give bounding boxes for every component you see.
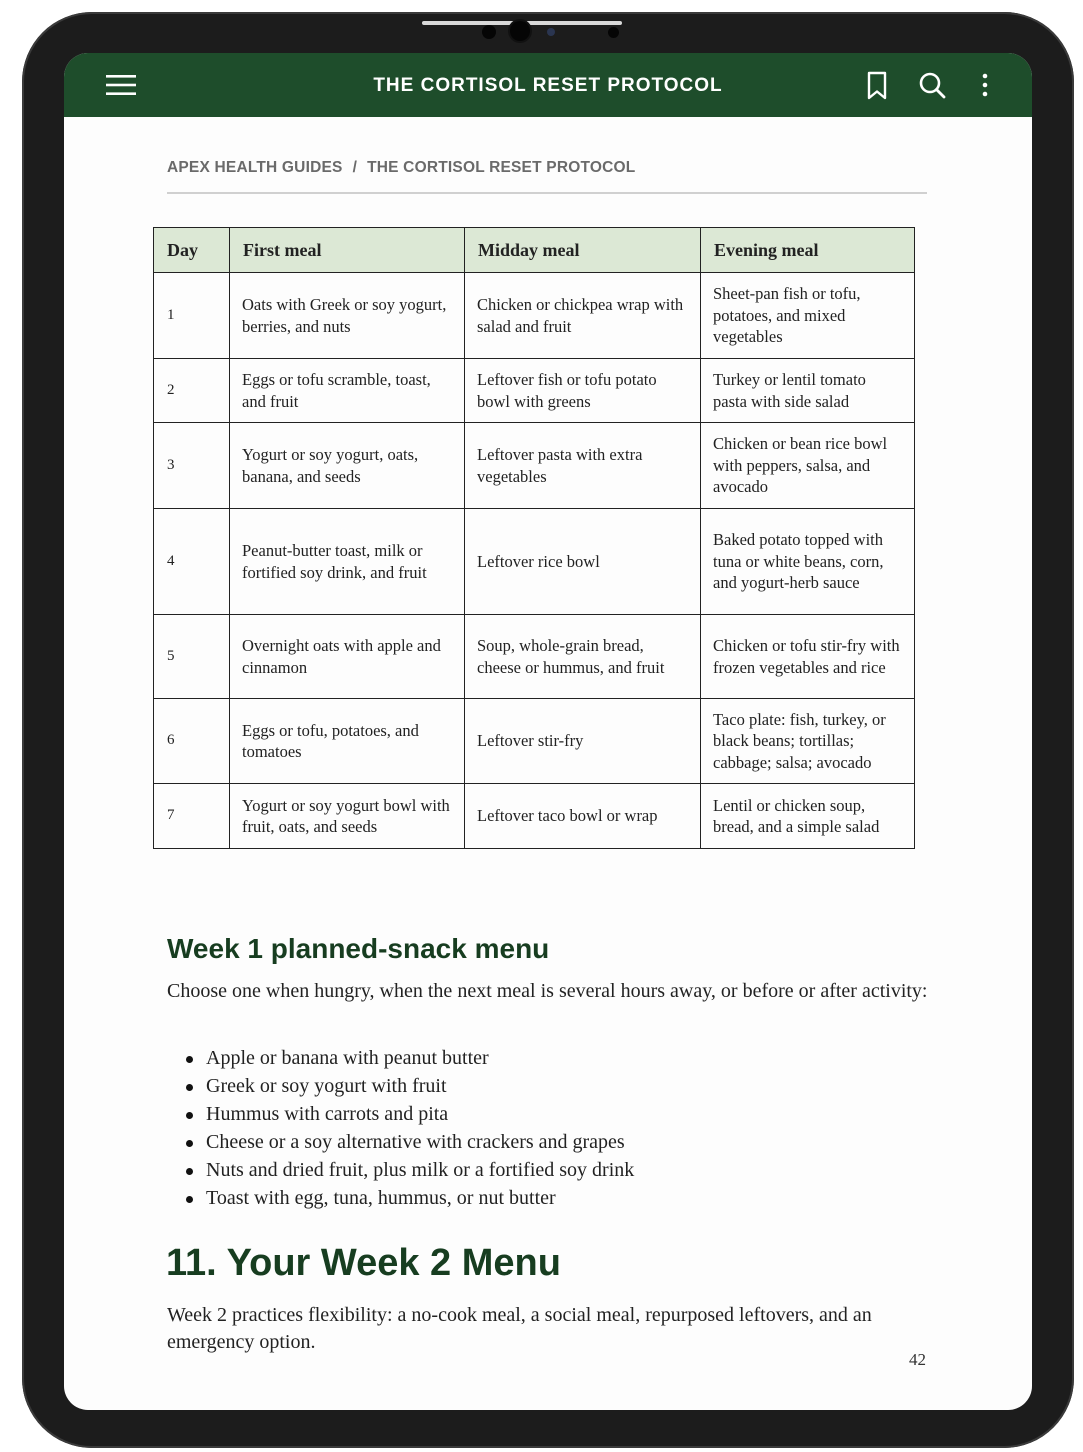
table-row xyxy=(154,784,915,849)
header-day: Day xyxy=(154,228,230,273)
first-meal-cell: Peanut-butter toast, milk or fortified soy drink, and fruit xyxy=(230,509,465,615)
midday-meal-cell: Soup, whole-grain bread, cheese or hummus, and fruit xyxy=(465,615,701,699)
breadcrumb-item-book[interactable]: THE CORTISOL RESET PROTOCOL xyxy=(367,159,636,176)
day-cell: 6 xyxy=(154,699,230,784)
table-row xyxy=(154,509,915,615)
section-heading: 11. Your Week 2 Menu xyxy=(166,1242,561,1284)
first-meal-cell: Eggs or tofu scramble, toast, and fruit xyxy=(230,359,465,423)
search-icon[interactable] xyxy=(914,67,950,103)
snack-list xyxy=(167,1044,867,1212)
first-meal-cell: Oats with Greek or soy yogurt, berries, and nuts xyxy=(230,273,465,359)
snack-intro-text: Choose one when hungry, when the next meal is several hours away, or before or after activity: xyxy=(167,980,928,1002)
breadcrumb-separator: / xyxy=(352,159,358,176)
midday-meal-cell: Chicken or chickpea wrap with salad and fruit xyxy=(465,273,701,359)
list-item: Cheese or a soy alternative with crackers and grapes xyxy=(167,1128,867,1156)
first-meal-cell: Yogurt or soy yogurt bowl with fruit, oats, and seeds xyxy=(230,784,465,849)
table-row xyxy=(154,615,915,699)
midday-meal-cell: Leftover fish or tofu potato bowl with greens xyxy=(465,359,701,423)
breadcrumb xyxy=(167,159,927,177)
evening-meal-cell: Sheet-pan fish or tofu, potatoes, and mixed vegetables xyxy=(701,273,915,359)
page-content xyxy=(64,117,1032,1410)
first-meal-cell: Yogurt or soy yogurt, oats, banana, and seeds xyxy=(230,423,465,509)
page-number: 42 xyxy=(909,1350,926,1369)
day-cell: 4 xyxy=(154,509,230,615)
snack-menu-heading: Week 1 planned-snack menu xyxy=(167,933,550,964)
evening-meal-cell: Turkey or lentil tomato pasta with side salad xyxy=(701,359,915,423)
divider xyxy=(167,192,927,194)
evening-meal-cell: Chicken or tofu stir-fry with frozen vegetables and rice xyxy=(701,615,915,699)
day-cell: 7 xyxy=(154,784,230,849)
day-cell: 2 xyxy=(154,359,230,423)
midday-meal-cell: Leftover stir-fry xyxy=(465,699,701,784)
table-row xyxy=(154,423,915,509)
midday-meal-cell: Leftover pasta with extra vegetables xyxy=(465,423,701,509)
day-cell: 1 xyxy=(154,273,230,359)
list-item: Nuts and dried fruit, plus milk or a fortified soy drink xyxy=(167,1156,867,1184)
list-item: Apple or banana with peanut butter xyxy=(167,1044,867,1072)
meal-plan-table xyxy=(153,227,915,849)
camera-icon xyxy=(510,21,530,41)
list-item: Toast with egg, tuna, hummus, or nut butter xyxy=(167,1184,867,1212)
midday-meal-cell: Leftover taco bowl or wrap xyxy=(465,784,701,849)
table-row xyxy=(154,359,915,423)
list-item: Greek or soy yogurt with fruit xyxy=(167,1072,867,1100)
evening-meal-cell: Chicken or bean rice bowl with peppers, salsa, and avocado xyxy=(701,423,915,509)
evening-meal-cell: Baked potato topped with tuna or white beans, corn, and yogurt-herb sauce xyxy=(701,509,915,615)
day-cell: 3 xyxy=(154,423,230,509)
sensor-dot xyxy=(482,25,496,39)
week2-intro-text: Week 2 practices flexibility: a no-cook meal, a social meal, repurposed leftovers, and an emergency option. xyxy=(167,1304,872,1353)
tablet-frame xyxy=(22,12,1074,1448)
table-row xyxy=(154,273,915,359)
breadcrumb-item-guides[interactable]: APEX HEALTH GUIDES xyxy=(167,159,343,176)
evening-meal-cell: Taco plate: fish, turkey, or black beans; tortillas; cabbage; salsa; avocado xyxy=(701,699,915,784)
table-row xyxy=(154,699,915,784)
app-bar xyxy=(64,53,1032,117)
app-title: THE CORTISOL RESET PROTOCOL xyxy=(373,75,723,96)
more-vertical-icon[interactable] xyxy=(967,67,1003,103)
first-meal-cell: Overnight oats with apple and cinnamon xyxy=(230,615,465,699)
sensor-dot xyxy=(608,27,619,38)
reader-screen xyxy=(64,53,1032,1410)
first-meal-cell: Eggs or tofu, potatoes, and tomatoes xyxy=(230,699,465,784)
sensor-dot xyxy=(547,28,555,36)
day-cell: 5 xyxy=(154,615,230,699)
header-first-meal: First meal xyxy=(230,228,465,273)
table-header-row xyxy=(154,228,915,273)
midday-meal-cell: Leftover rice bowl xyxy=(465,509,701,615)
evening-meal-cell: Lentil or chicken soup, bread, and a simple salad xyxy=(701,784,915,849)
header-evening-meal: Evening meal xyxy=(701,228,915,273)
bookmark-icon[interactable] xyxy=(859,67,895,103)
header-midday-meal: Midday meal xyxy=(465,228,701,273)
list-item: Hummus with carrots and pita xyxy=(167,1100,867,1128)
